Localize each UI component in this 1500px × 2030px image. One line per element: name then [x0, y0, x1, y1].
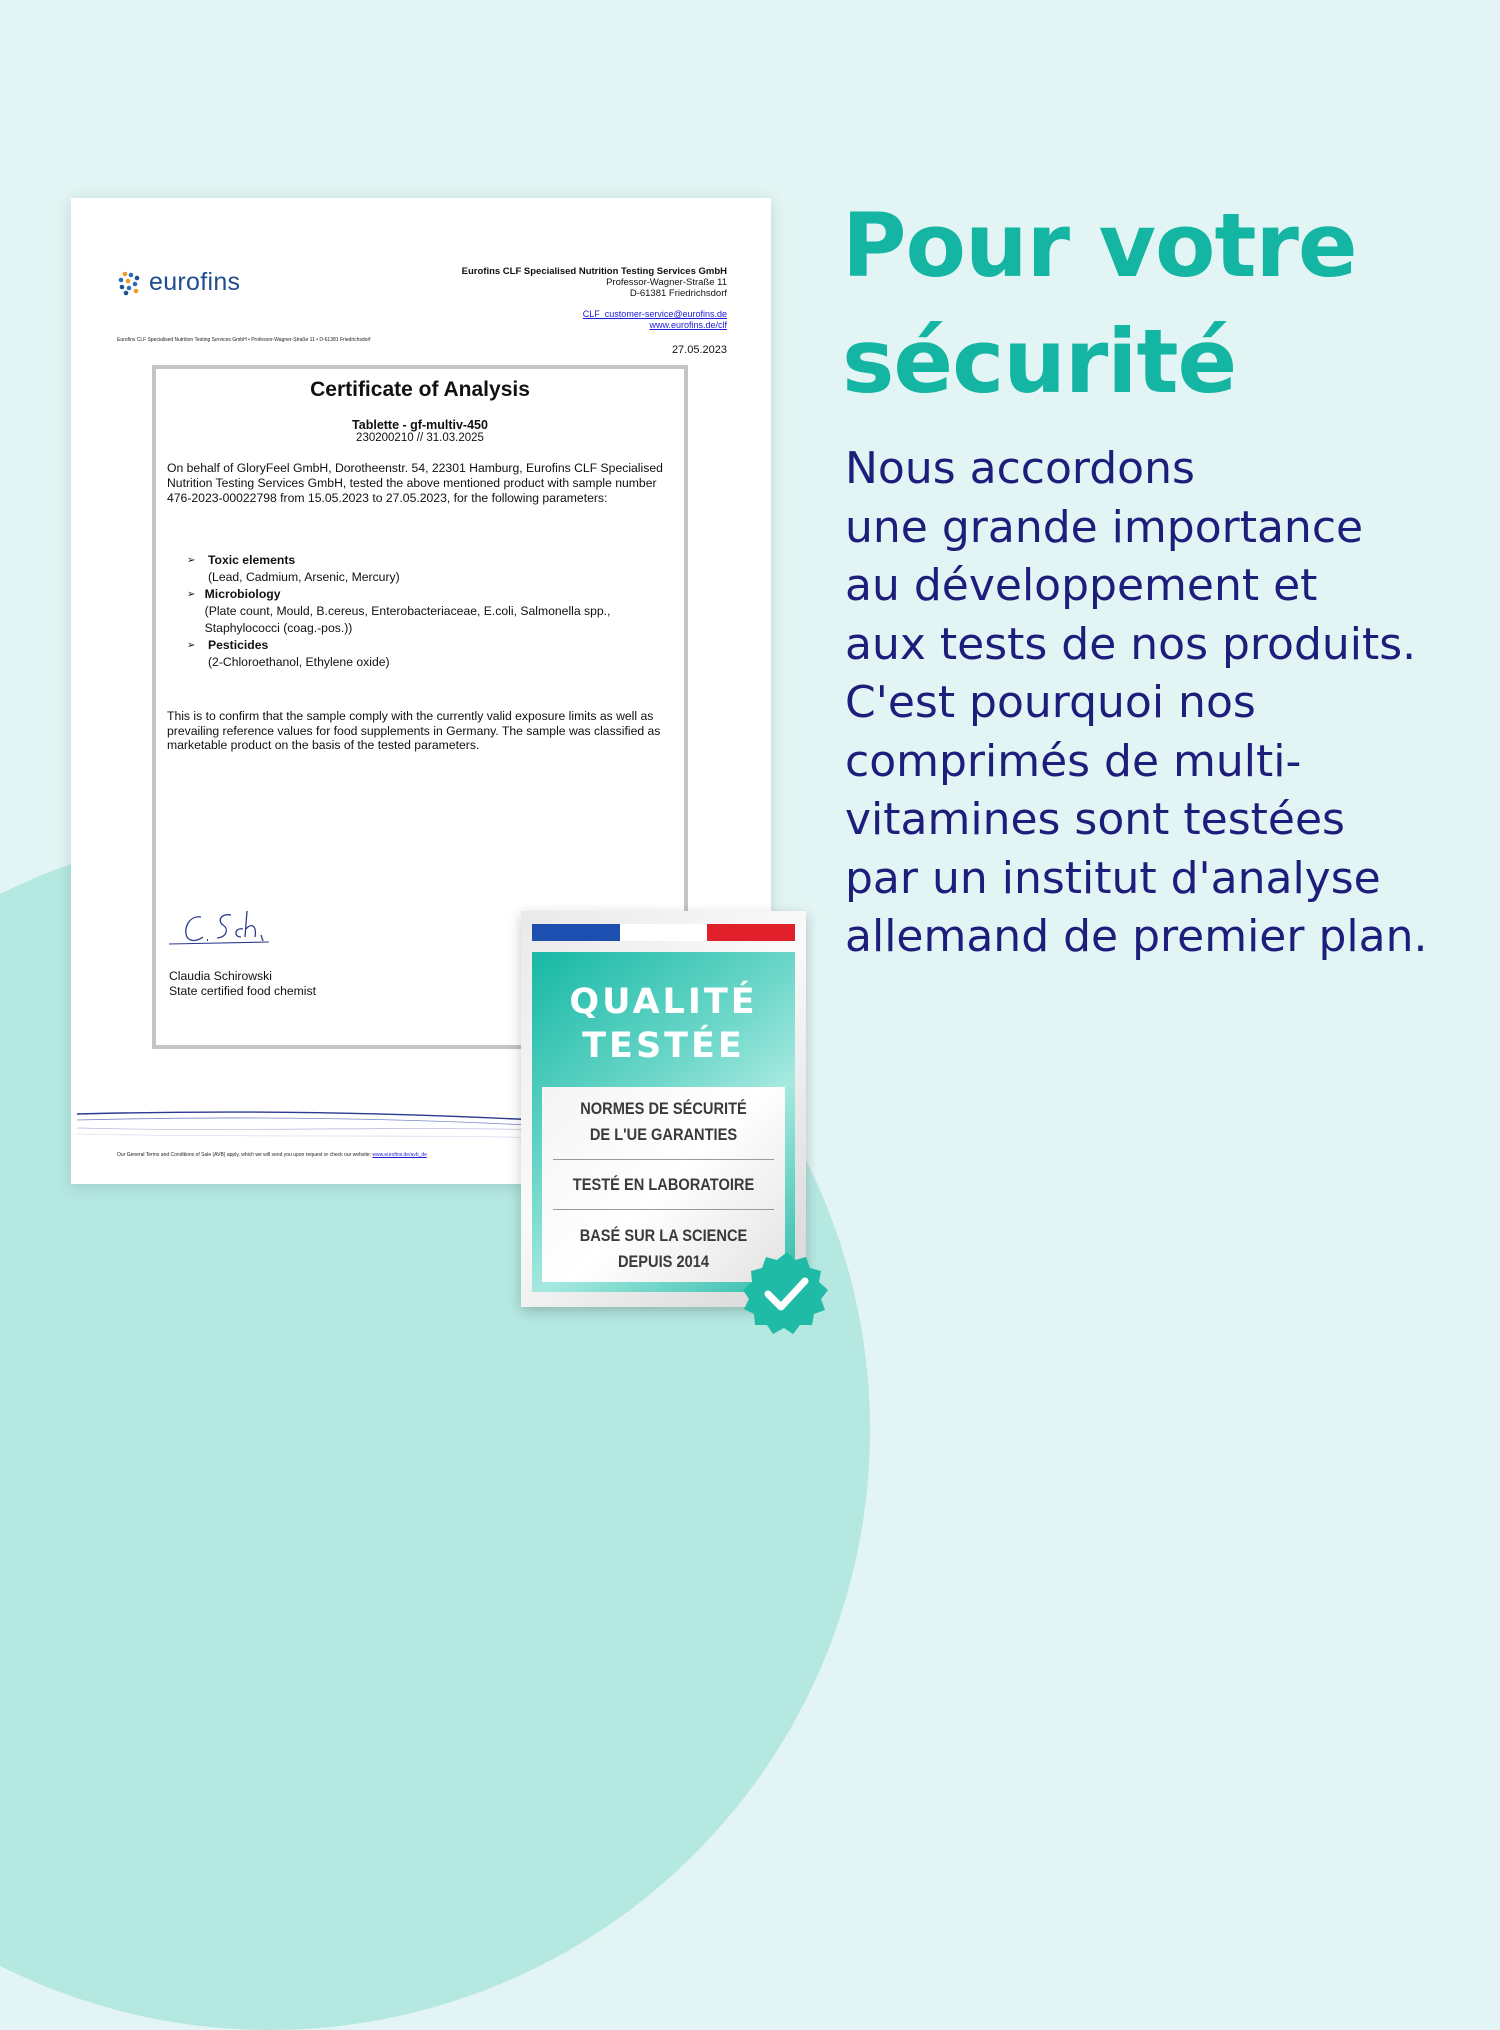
claim-science-based	[559, 1223, 768, 1275]
headline-line-2: sécurité	[842, 310, 1237, 413]
footer-note	[117, 1152, 427, 1158]
parameter-list	[167, 552, 673, 671]
claim-line: BASÉ SUR LA SCIENCE	[579, 1226, 748, 1245]
signer-title: State certified food chemist	[169, 984, 316, 998]
arrow-bullet-icon: ➢	[187, 589, 196, 600]
flag-red	[707, 924, 795, 941]
footer-text: Our General Terms and Conditions of Sale (AVB) apply, which we will send you upon request or check our website:	[117, 1152, 373, 1158]
claim-eu-safety	[559, 1096, 768, 1148]
certificate-title: Certificate of Analysis	[310, 378, 530, 401]
body-line: Nous accordons	[845, 443, 1195, 494]
body-line: comprimés de multi-	[845, 735, 1302, 787]
french-flag-stripe	[532, 924, 795, 941]
lab-links	[583, 309, 727, 331]
signer-name: Claudia Schirowski	[169, 969, 272, 983]
eurofins-logo	[117, 268, 240, 297]
signature	[169, 907, 279, 957]
body-line: C'est pourquoi nos	[845, 677, 1256, 728]
badge-title	[532, 980, 795, 1068]
claim-line: NORMES DE SÉCURITÉ	[580, 1099, 747, 1118]
badge-panel	[532, 952, 795, 1292]
sender-line: Eurofins CLF Specialised Nutrition Testing Services GmbH • Professor-Wagner-Straße 11 • D-61381 Friedrichsdorf	[117, 337, 371, 343]
check-seal-icon	[742, 1250, 832, 1340]
parameter-name: Pesticides	[208, 638, 269, 652]
body-line: au développement et	[845, 560, 1318, 611]
flag-white	[620, 924, 708, 941]
body-line: une grande importance	[845, 501, 1364, 553]
parameter-name: Microbiology	[204, 587, 281, 601]
arrow-bullet-icon: ➢	[187, 640, 196, 651]
body-line: vitamines sont testées	[845, 794, 1345, 845]
lab-address	[462, 266, 727, 299]
lab-name: Eurofins CLF Specialised Nutrition Testing Services GmbH	[461, 266, 727, 277]
headline-line-1: Pour votre	[842, 194, 1357, 297]
claim-line: DEPUIS 2014	[617, 1252, 710, 1271]
signer-block	[169, 969, 316, 999]
parameter-item	[187, 586, 673, 637]
headline	[842, 188, 1482, 420]
batch-number: 230200210 // 31.03.2025	[356, 432, 484, 444]
parameter-name: Toxic elements	[208, 553, 296, 567]
confirmation-paragraph: This is to confirm that the sample comply with the currently valid exposure limits as well as prevailing reference values for food supplements in Germany. The sample was classified as marketable product on the basis of the tested parameters.	[167, 709, 661, 752]
intro-paragraph: On behalf of GloryFeel GmbH, Dorotheenstr. 54, 22301 Hamburg, Eurofins CLF Specialised Nutrition Testing Services GmbH, tested the above mentioned product with sample number 476-2023-00022798 from 15.05.2023 to 27.05.2023, for the following parameters:	[167, 461, 663, 505]
quality-badge	[521, 911, 806, 1307]
body-line: allemand de premier plan.	[845, 911, 1428, 962]
arrow-bullet-icon: ➢	[187, 555, 196, 566]
claim-divider	[553, 1159, 774, 1160]
lab-email-link[interactable]: CLF_customer-service@eurofins.de	[582, 309, 727, 319]
claim-line: TESTÉ EN LABORATOIRE	[572, 1175, 755, 1194]
product-name: Tablette - gf-multiv-450	[352, 418, 488, 432]
footer-link[interactable]: www.eurofins.de/avb_de	[372, 1152, 427, 1158]
body-line: aux tests de nos produits.	[845, 618, 1417, 670]
badge-title-line-1: QUALITÉ	[569, 982, 758, 1022]
document-date: 27.05.2023	[671, 344, 727, 356]
lab-web-link[interactable]: www.eurofins.de/clf	[649, 320, 727, 330]
lab-street: Professor-Wagner-Straße 11	[606, 277, 727, 288]
parameter-description: (Plate count, Mould, B.cereus, Enterobacteriaceae, E.coli, Salmonella spp., Staphylococci (coag.-pos.))	[204, 604, 611, 635]
parameter-item	[187, 637, 673, 671]
claim-divider	[553, 1209, 774, 1210]
parameter-description: (Lead, Cadmium, Arsenic, Mercury)	[208, 570, 400, 584]
logo-text: eurofins	[149, 268, 241, 296]
parameter-item	[187, 552, 673, 586]
claim-line: DE L'UE GARANTIES	[589, 1125, 738, 1144]
body-copy	[845, 440, 1485, 967]
eurofins-dots-icon	[117, 270, 143, 296]
flag-blue	[532, 924, 620, 941]
parameter-description: (2-Chloroethanol, Ethylene oxide)	[208, 655, 390, 669]
claim-lab-tested	[559, 1172, 768, 1198]
badge-title-line-2: TESTÉE	[582, 1026, 745, 1066]
body-line: par un institut d'analyse	[845, 852, 1381, 904]
lab-city: D-61381 Friedrichsdorf	[629, 288, 727, 299]
